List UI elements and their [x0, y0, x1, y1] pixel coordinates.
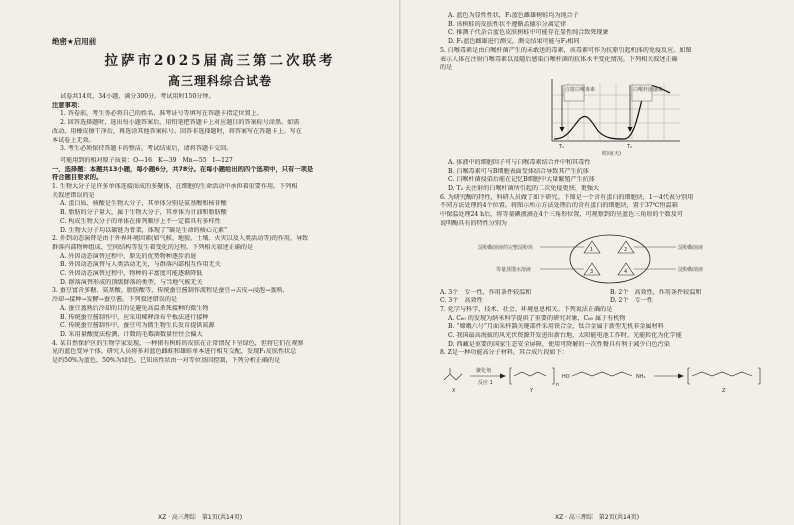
tick-t1: T₁ — [559, 143, 565, 150]
structure-x — [444, 368, 462, 380]
q5-stem: 5. 白喉毒素是由白喉杆菌产生的未敢送的毒素，该毒素可作为抗原引起机体的免疫反应。如图 — [440, 46, 692, 54]
notice-line: 1. 答卷前，考生务必将自己的姓名、准考证号等填写在答题卡指定位置上。 — [60, 110, 263, 118]
q2-option: A. 外因动态演替过程中，原先的优势物种逐步消退 — [60, 252, 197, 260]
q7-stem: 7. 化学与科学、技术、社会、环境息息相关。下列说法正确的是 — [440, 305, 613, 313]
exam-title: 拉萨市2025届高三第二次联考 — [104, 53, 336, 69]
q3-option: C. 传统蚕豆酱制作中，蚕豆可为微生物生长发育提供氮源 — [60, 322, 215, 330]
q5-stem: 表示人体在注射白喉毒素以及随后感染白喉杆菌的抗体水平变化情况。下列相关叙述正确 — [440, 55, 678, 63]
q7-option: C. 我国最高海拔的风光伏资源开发进出新台地，太阳能电池工作时，光能转化为化学能 — [448, 332, 682, 340]
tick-t2: T₂ — [627, 143, 633, 150]
q6-options-row — [440, 289, 780, 298]
q6-option: A. 3个 专一性，作用条件较温和 — [440, 288, 532, 296]
q5-option: C. 白喉杆菌侵染后能在记忆B细胞中大量繁殖产生抗体 — [448, 176, 595, 184]
q8-stem: 8. Z是一种功能高分子材料，其合成片段如下： — [440, 349, 568, 357]
q4-stem: 是约50%为蓝色，50%为绿色。已知该性状由一对等位基因控制，下列分析正确的是 — [52, 357, 281, 365]
q6-option: B. 2个 高效性，作用条件较温和 — [610, 288, 702, 296]
structure-y — [510, 368, 554, 384]
antibody-chart — [440, 75, 780, 157]
notice-line: 改动，用橡皮擦干净后，再选涂其他答案标号。回答非选择题时，将答案写在答题卡上。写在 — [52, 127, 302, 135]
label-z: Z — [722, 388, 726, 395]
section-heading: 一、选择题：本题共13小题，每小题6分，共78分。在每小题给出的四个选项中，只有一项是 — [52, 165, 314, 173]
enzyme-diagram — [440, 231, 780, 287]
notice-title: 注意事项： — [52, 101, 84, 109]
q4-stem: 4. 某自然保护区的生物学家发现，一种猪有树蛙的皮肤在正常情况下呈绿色，但将它们在观察 — [52, 339, 304, 347]
q5-option: D. T₂ 天注射的白喉杆菌所引起的二次免疫更快、更强大 — [448, 185, 600, 193]
pos-1: 1 — [590, 246, 594, 253]
q2-option: D. 群落演替形成的顶级群落的类型，与当地气候无关 — [60, 278, 203, 286]
q2-option: B. 外因动态演替与人类活动无关，与群落内部相互作用无关 — [60, 261, 221, 269]
page-2 — [400, 0, 794, 525]
reaction-scheme — [440, 360, 780, 394]
q2-stem: 群落内部物种组成、空间结构等发生着变化的过程。下列相关叙述正确的是 — [52, 243, 254, 251]
q2-stem: 2. 外到动态演替是由于外界环境因素(如气候、地貌、土壤、火灾以及人类活动等)的作用，导致 — [52, 235, 309, 243]
q5-stem: 的是 — [440, 64, 453, 72]
reaction-arrow-head — [678, 374, 684, 379]
starch-block — [570, 235, 650, 283]
q5-option: B. 白喉毒素可与B细胞表面受体结合导致其产生抗体 — [448, 167, 589, 175]
q1-option: C. 构成生物大分子的单体在排列顺序上不一定都具有多样性 — [60, 217, 221, 225]
reagent-label: 聚化剂 — [476, 368, 492, 375]
q4-option: C. 推测子代杂合蓝色皮肤树蛙中可能存在显性纯合致死现象 — [448, 29, 609, 37]
intro-text: 试卷共14页，34小题，满分300分。考试用时150分钟。 — [60, 93, 215, 100]
q7-option: A. C₆₀ 的发现为纳米科学提供了重要的研究对象，C₆₀ 属于有机物 — [448, 314, 626, 322]
q3-option: D. 采用量酸度法检测，计数的毛霉菌数量往往会偏大 — [60, 330, 203, 338]
q1-option: B. 脂肪的分子量大，属于生物大分子，其单体为甘油和脂肪酸 — [60, 209, 227, 217]
pos-4: 4 — [624, 268, 628, 275]
q3-option: B. 传统蚕豆酱制作中，应采用稀释涂布平板法进行接种 — [60, 313, 209, 321]
notice-line: 3. 考生必须保持答题卡的整洁。考试结束后，请将答题卡交回。 — [60, 145, 233, 153]
notice-line: 本试卷上无效。 — [52, 136, 95, 144]
page-footer: XZ · 高三理综 第2页(共14页) — [554, 514, 640, 521]
q4-option: A. 蓝色为显性性状，F₁蓝色雌雄树蛙均为纯合子 — [448, 12, 579, 19]
structure-chain — [572, 372, 632, 376]
pos-2: 2 — [624, 246, 628, 253]
condition-label: 反应 1 — [478, 380, 493, 387]
q5-option: A. 体液中的细胞因子可与白喉毒素结合并中和其毒性 — [448, 158, 591, 166]
q6-option: C. 3个 高效性 — [440, 297, 483, 305]
label-y: Y — [530, 388, 534, 395]
q7-option: B. “嫦娥六号”月面采样器关键部件采用铁合金，钛合金属于新型无机非金属材料 — [448, 323, 664, 331]
reaction-arrow-head — [500, 374, 506, 379]
q4-stem: 见的蓝色变异个体。研究人员将多对蓝色雌蛙和雄蛙单本进行相互交配，发现F₁皮肤性状总 — [52, 348, 297, 356]
q3-stem: 冷却→接种→发酵→蚕豆酱。下列叙述错误的是 — [52, 296, 178, 304]
nh2-label: NH₂ — [636, 374, 646, 381]
q6-stem: 不同方法处理的4个位置。将图示所示方法处理后的含有蛋白的细胞块，置于37℃恒温箱 — [440, 202, 678, 210]
label-right-2: 淀粉酶溶液 — [678, 266, 704, 273]
q1-option: D. 生物大分子均以碳链为骨架，体现了“碳是生命的核心元素” — [60, 226, 228, 234]
structure-z — [688, 368, 760, 384]
label-left-2: 等量蒸馏水溶液 — [496, 266, 532, 273]
q6-options-row — [440, 297, 780, 306]
q6-stem: 说明酶具有的特性分别为 — [440, 219, 508, 227]
n-label: n — [556, 382, 560, 389]
q3-stem: 3. 蚕豆富含多糖、氨基酸、脂肪酸等，传统蚕豆酱制作流程是蚕豆→去皮→浸泡→蒸熟、 — [52, 287, 289, 295]
label-x: X — [452, 388, 456, 395]
q4-option: B. 该树蛙的皮肤性状不遵循孟德尔分离定律 — [448, 20, 567, 28]
q6-stem: 6. 为研究酶的特性，科研人员做了如下研究。下图是一个含有蛋白的细胞块，1～4代表分别用 — [440, 193, 694, 201]
page-footer: XZ · 高三理综 第1页(共14页) — [157, 514, 243, 521]
notice-line: 2. 回答选择题时，选出每小题答案后，用铅笔把答题卡上对应题目的答案标号涂黑。如需 — [60, 119, 300, 127]
arrow-head — [560, 127, 565, 132]
q1-stem: 关叙述错误的是 — [52, 191, 95, 199]
arrow-head — [628, 127, 633, 132]
q2-option: C. 外因动态演替过程中，物种的丰富度可能逐渐降低 — [60, 270, 203, 278]
label-left-1: 淀粉酶溶液的完整淀粉块 — [478, 244, 534, 251]
x-axis-label: 时间(天) — [602, 150, 621, 157]
q1-stem: 1. 生物大分子是许多单体连接而成的多聚体，在细胞的生命活动中承担着重要作用。下列相 — [52, 183, 298, 191]
pos-3: 3 — [590, 268, 594, 275]
q6-stem: 中保温处理24 h后，将等量碘液滴在4个三角形位置，可观察到的呈蓝色三角形的个数及可 — [440, 211, 683, 219]
section-heading: 符合题目要求的。 — [52, 174, 103, 182]
label-injection: 注射白喉毒素 — [565, 86, 596, 93]
label-infection: 白喉杆菌感染 — [633, 86, 664, 93]
q1-option: A. 蛋白质、核酸是生物大分子，其单体分别是氨基酸和核苷酸 — [60, 200, 227, 208]
atomic-masses: 可能用到的相对原子质量：O—16 K—39 Mn—55 I—127 — [60, 156, 233, 164]
secret-label: 绝密★启用前 — [52, 37, 97, 46]
label-right-1: 淀粉酶溶液 — [678, 244, 704, 251]
ho-label: HO — [562, 374, 570, 381]
q4-option: D. F₁蓝色雌雄进行测交，测交结果可能与F₁相同 — [448, 38, 580, 46]
exam-subtitle: 高三理科综合试卷 — [167, 74, 272, 88]
q3-option: A. 蚕豆蒸熟后冷却的目的是避免高温杀死接种的微生物 — [60, 304, 209, 312]
q7-option: D. 西藏是重要的国家生态安全屏障，使用可降解的一次性餐具有利于减少白色污染 — [448, 340, 670, 348]
q6-option: D. 2个 专一性 — [610, 297, 653, 305]
